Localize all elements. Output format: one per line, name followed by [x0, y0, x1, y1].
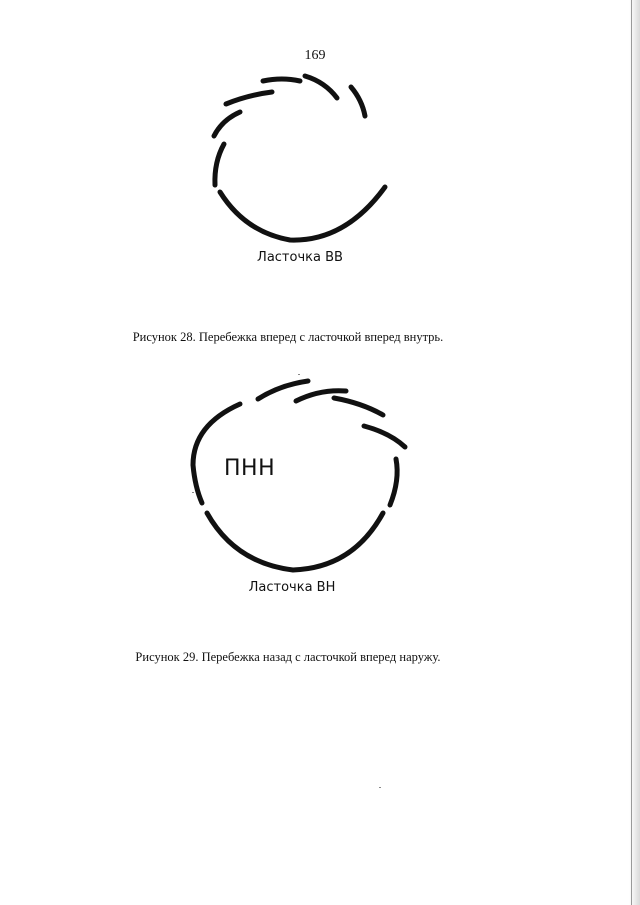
figure-28-diagram-label: Ласточка ВВ — [257, 250, 343, 265]
trace-right-arc — [390, 459, 397, 505]
trace-arc-1 — [226, 92, 272, 104]
figure-28-diagram — [214, 76, 385, 240]
figure-29-caption: Рисунок 29. Перебежка назад с ласточкой вперед наружу. — [135, 650, 441, 664]
trace-arc-4 — [364, 426, 405, 447]
trace-main-curve — [207, 513, 383, 570]
trace-arc-6 — [215, 144, 224, 185]
scan-speck — [192, 492, 194, 493]
trace-arc-5 — [214, 112, 240, 136]
figure-29-diagram-label: Ласточка ВН — [248, 580, 336, 595]
figure-28-caption: Рисунок 28. Перебежка вперед с ласточкой вперед внутрь. — [132, 330, 444, 344]
trace-arc-4 — [351, 87, 365, 116]
page-number: 169 — [304, 48, 326, 63]
scan-speck — [379, 787, 381, 788]
figure-29-inner-label: ПНН — [224, 456, 276, 481]
trace-left-arc — [193, 404, 240, 503]
trace-arc-3 — [305, 76, 337, 98]
trace-main-curve — [220, 187, 385, 240]
scan-speck — [298, 374, 300, 375]
trace-arc-2 — [263, 79, 300, 81]
trace-arc-3 — [334, 398, 383, 415]
